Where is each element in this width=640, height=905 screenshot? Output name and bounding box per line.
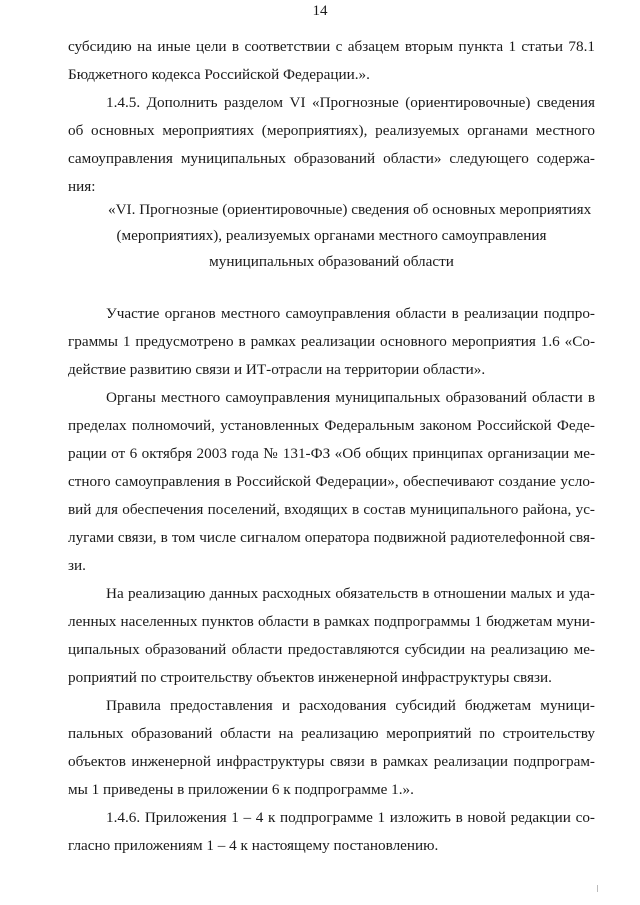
text-line: субсидию на иные цели в соответствии с абзацем вторым пункта 1 статьи 78.1 — [68, 38, 595, 55]
text-line: 1.4.5. Дополнить разделом VI «Прогнозные (ориентировочные) сведения — [106, 94, 595, 111]
text-line: лугами связи, в том числе сигналом оператора подвижной радиотелефонной свя- — [68, 529, 595, 546]
text-line: Правила предоставления и расходования субсидий бюджетам муници- — [106, 697, 595, 714]
text-line: На реализацию данных расходных обязательств в отношении малых и уда- — [106, 585, 595, 602]
text-line: гласно приложениям 1 – 4 к настоящему постановлению. — [68, 837, 439, 854]
text-line: 1.4.6. Приложения 1 – 4 к подпрограмме 1 изложить в новой редакции со- — [106, 809, 595, 826]
text-line: ленных населенных пунктов области в рамках подпрограммы 1 бюджетам муни- — [68, 613, 595, 630]
text-line: мы 1 приведены в приложении 6 к подпрограмме 1.». — [68, 781, 414, 798]
text-line: самоуправления муниципальных образований области» следующего содержа- — [68, 150, 595, 167]
page-number: 14 — [312, 3, 328, 19]
text-line: стного самоуправления в Российской Федерации», обеспечивают создание усло- — [68, 473, 595, 490]
text-line: рации от 6 октября 2003 года № 131-ФЗ «Об общих принципах организации ме- — [68, 445, 595, 462]
text-line: действие развитию связи и ИТ-отрасли на территории области». — [68, 361, 486, 378]
text-line: роприятий по строительству объектов инженерной инфраструктуры связи. — [68, 669, 552, 686]
text-line: Бюджетного кодекса Российской Федерации.». — [68, 66, 370, 83]
text-line: граммы 1 предусмотрено в рамках реализации основного мероприятия 1.6 «Со- — [68, 333, 595, 350]
text-line: вий для обеспечения поселений, входящих в состав муниципального района, ус- — [68, 501, 595, 518]
text-line: объектов инженерной инфраструктуры связи в рамках реализации подпрограм- — [68, 753, 595, 770]
text-line: ния: — [68, 178, 96, 195]
section-heading-line: «VI. Прогнозные (ориентировочные) сведения об основных мероприятиях — [108, 201, 592, 218]
text-line: ципальных образований области предоставляются субсидии на реализацию ме- — [68, 641, 595, 658]
section-heading-line: (мероприятиях), реализуемых органами местного самоуправления — [116, 227, 547, 244]
text-line: зи. — [68, 557, 86, 574]
text-line: пальных образований области на реализацию мероприятий по строительству — [68, 725, 595, 742]
section-heading-line: муниципальных образований области — [209, 253, 454, 270]
text-line: Органы местного самоуправления муниципальных образований области в — [106, 389, 595, 406]
text-line: пределах полномочий, установленных Федеральным законом Российской Феде- — [68, 417, 595, 434]
text-line: об основных мероприятиях (мероприятиях), реализуемых органами местного — [68, 122, 595, 139]
text-line: Участие органов местного самоуправления области в реализации подпро- — [106, 305, 595, 322]
scan-mark — [597, 885, 598, 892]
